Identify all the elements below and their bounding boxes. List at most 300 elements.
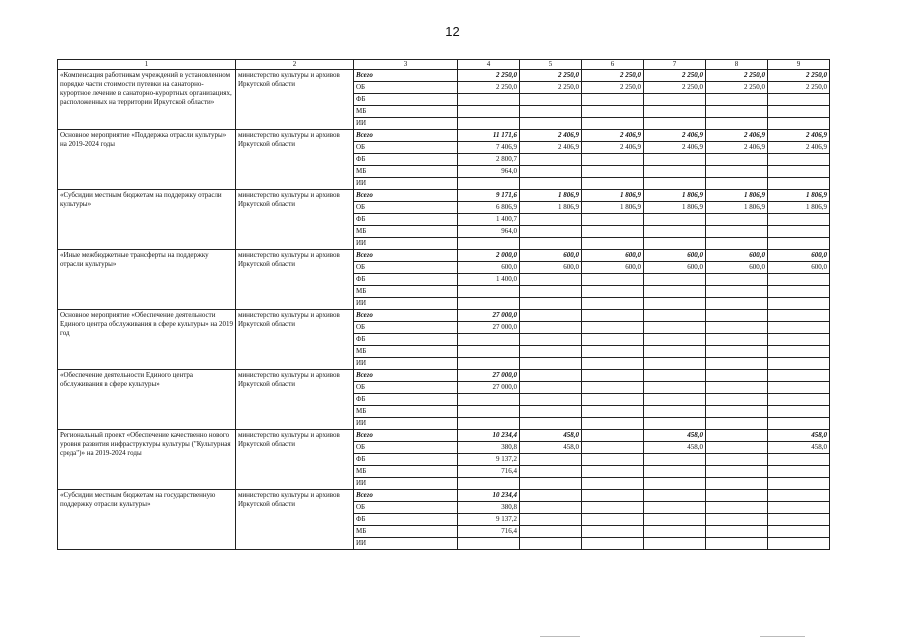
amount-cell bbox=[644, 538, 706, 550]
funding-source: Всего bbox=[354, 190, 458, 202]
amount-cell bbox=[644, 94, 706, 106]
amount-cell bbox=[644, 490, 706, 502]
budget-table bbox=[57, 59, 830, 550]
amount-cell bbox=[768, 538, 830, 550]
amount-cell bbox=[520, 286, 582, 298]
funding-source: МБ bbox=[354, 226, 458, 238]
table-body bbox=[58, 70, 830, 550]
funding-source: ОБ bbox=[354, 262, 458, 274]
funding-source: Всего bbox=[354, 370, 458, 382]
responsible-executor: министерство культуры и архивов Иркутской области bbox=[236, 370, 354, 430]
amount-cell: 2 250,0 bbox=[644, 82, 706, 94]
amount-cell bbox=[706, 454, 768, 466]
funding-source: МБ bbox=[354, 166, 458, 178]
amount-cell bbox=[520, 514, 582, 526]
funding-source: Всего bbox=[354, 70, 458, 82]
amount-cell bbox=[582, 154, 644, 166]
amount-cell: 2 406,9 bbox=[582, 130, 644, 142]
amount-cell bbox=[458, 178, 520, 190]
funding-source: Всего bbox=[354, 490, 458, 502]
amount-cell bbox=[520, 538, 582, 550]
measure-description: «Иные межбюджетные трансферты на поддержку отрасли культуры» bbox=[58, 250, 236, 310]
amount-cell bbox=[706, 298, 768, 310]
amount-cell bbox=[768, 370, 830, 382]
amount-cell: 458,0 bbox=[644, 442, 706, 454]
amount-cell bbox=[644, 334, 706, 346]
amount-cell bbox=[644, 166, 706, 178]
amount-cell bbox=[520, 466, 582, 478]
amount-cell bbox=[768, 94, 830, 106]
amount-cell bbox=[644, 118, 706, 130]
funding-source: ИИ bbox=[354, 178, 458, 190]
funding-source: ОБ bbox=[354, 82, 458, 94]
table-row bbox=[58, 370, 830, 382]
amount-cell bbox=[520, 214, 582, 226]
funding-source: ОБ bbox=[354, 382, 458, 394]
amount-cell bbox=[706, 502, 768, 514]
amount-cell: 458,0 bbox=[768, 430, 830, 442]
amount-cell bbox=[644, 478, 706, 490]
amount-cell bbox=[520, 178, 582, 190]
amount-cell: 2 250,0 bbox=[582, 70, 644, 82]
amount-cell: 1 806,9 bbox=[768, 202, 830, 214]
responsible-executor: министерство культуры и архивов Иркутской области bbox=[236, 70, 354, 130]
amount-cell bbox=[644, 382, 706, 394]
amount-cell bbox=[644, 370, 706, 382]
amount-cell bbox=[582, 94, 644, 106]
amount-cell: 2 250,0 bbox=[520, 70, 582, 82]
amount-cell bbox=[768, 418, 830, 430]
amount-cell bbox=[644, 394, 706, 406]
amount-cell: 380,8 bbox=[458, 442, 520, 454]
amount-cell bbox=[520, 322, 582, 334]
amount-cell: 1 806,9 bbox=[644, 202, 706, 214]
table-row bbox=[58, 190, 830, 202]
amount-cell: 1 806,9 bbox=[582, 190, 644, 202]
amount-cell bbox=[520, 94, 582, 106]
amount-cell bbox=[520, 370, 582, 382]
amount-cell bbox=[706, 394, 768, 406]
amount-cell bbox=[582, 334, 644, 346]
amount-cell: 600,0 bbox=[644, 262, 706, 274]
column-number-8: 8 bbox=[706, 60, 768, 70]
amount-cell: 1 806,9 bbox=[520, 190, 582, 202]
amount-cell bbox=[582, 430, 644, 442]
amount-cell bbox=[582, 442, 644, 454]
funding-source: ИИ bbox=[354, 118, 458, 130]
amount-cell bbox=[644, 238, 706, 250]
amount-cell: 380,8 bbox=[458, 502, 520, 514]
funding-source: ИИ bbox=[354, 478, 458, 490]
amount-cell bbox=[768, 322, 830, 334]
amount-cell bbox=[768, 454, 830, 466]
amount-cell: 458,0 bbox=[644, 430, 706, 442]
amount-cell bbox=[582, 226, 644, 238]
funding-source: ОБ bbox=[354, 202, 458, 214]
funding-source: ОБ bbox=[354, 322, 458, 334]
amount-cell: 600,0 bbox=[520, 262, 582, 274]
amount-cell: 1 806,9 bbox=[644, 190, 706, 202]
amount-cell: 2 406,9 bbox=[706, 142, 768, 154]
amount-cell bbox=[644, 406, 706, 418]
amount-cell: 6 806,9 bbox=[458, 202, 520, 214]
amount-cell: 1 806,9 bbox=[520, 202, 582, 214]
funding-source: МБ bbox=[354, 286, 458, 298]
measure-description: Региональный проект «Обеспечение качественно нового уровня развития инфраструктуры культуры ("Культурная среда")» на 2019-2024 годы bbox=[58, 430, 236, 490]
amount-cell bbox=[458, 238, 520, 250]
amount-cell bbox=[706, 358, 768, 370]
column-number-5: 5 bbox=[520, 60, 582, 70]
amount-cell: 10 234,4 bbox=[458, 430, 520, 442]
amount-cell bbox=[768, 226, 830, 238]
amount-cell bbox=[644, 226, 706, 238]
funding-source: ФБ bbox=[354, 214, 458, 226]
amount-cell: 1 806,9 bbox=[706, 190, 768, 202]
amount-cell bbox=[458, 334, 520, 346]
amount-cell bbox=[520, 358, 582, 370]
amount-cell bbox=[520, 106, 582, 118]
measure-description: «Субсидии местным бюджетам на поддержку отрасли культуры» bbox=[58, 190, 236, 250]
amount-cell bbox=[520, 166, 582, 178]
amount-cell bbox=[582, 346, 644, 358]
amount-cell bbox=[582, 454, 644, 466]
amount-cell bbox=[768, 310, 830, 322]
amount-cell: 2 250,0 bbox=[768, 82, 830, 94]
amount-cell: 2 406,9 bbox=[582, 142, 644, 154]
amount-cell bbox=[582, 418, 644, 430]
measure-description: «Субсидии местным бюджетам на государственную поддержку отрасли культуры» bbox=[58, 490, 236, 550]
amount-cell bbox=[706, 94, 768, 106]
amount-cell bbox=[582, 358, 644, 370]
amount-cell bbox=[582, 310, 644, 322]
amount-cell: 2 000,0 bbox=[458, 250, 520, 262]
funding-source: ИИ bbox=[354, 238, 458, 250]
amount-cell: 11 171,6 bbox=[458, 130, 520, 142]
amount-cell: 2 406,9 bbox=[768, 130, 830, 142]
amount-cell bbox=[582, 538, 644, 550]
amount-cell bbox=[768, 502, 830, 514]
amount-cell bbox=[520, 346, 582, 358]
amount-cell bbox=[768, 154, 830, 166]
funding-source: МБ bbox=[354, 106, 458, 118]
funding-source: ФБ bbox=[354, 154, 458, 166]
amount-cell bbox=[706, 442, 768, 454]
amount-cell bbox=[582, 106, 644, 118]
amount-cell bbox=[644, 358, 706, 370]
amount-cell: 2 250,0 bbox=[644, 70, 706, 82]
amount-cell: 716,4 bbox=[458, 466, 520, 478]
amount-cell: 2 250,0 bbox=[458, 82, 520, 94]
column-number-4: 4 bbox=[458, 60, 520, 70]
amount-cell: 1 806,9 bbox=[582, 202, 644, 214]
column-number-6: 6 bbox=[582, 60, 644, 70]
amount-cell bbox=[768, 526, 830, 538]
amount-cell bbox=[520, 382, 582, 394]
funding-source: ОБ bbox=[354, 442, 458, 454]
funding-source: ФБ bbox=[354, 334, 458, 346]
measure-description: Основное мероприятие «Обеспечение деятельности Единого центра обслуживания в сфере культуры» на 2019 год bbox=[58, 310, 236, 370]
amount-cell bbox=[768, 286, 830, 298]
amount-cell bbox=[520, 526, 582, 538]
amount-cell bbox=[458, 118, 520, 130]
scan-artifact bbox=[760, 636, 805, 637]
amount-cell bbox=[520, 298, 582, 310]
amount-cell bbox=[768, 274, 830, 286]
column-number-9: 9 bbox=[768, 60, 830, 70]
amount-cell: 27 000,0 bbox=[458, 370, 520, 382]
funding-source: Всего bbox=[354, 130, 458, 142]
amount-cell bbox=[520, 118, 582, 130]
funding-source: ФБ bbox=[354, 274, 458, 286]
amount-cell bbox=[582, 238, 644, 250]
amount-cell bbox=[582, 178, 644, 190]
column-number-3: 3 bbox=[354, 60, 458, 70]
amount-cell bbox=[582, 274, 644, 286]
amount-cell bbox=[458, 346, 520, 358]
amount-cell bbox=[520, 490, 582, 502]
funding-source: ОБ bbox=[354, 502, 458, 514]
amount-cell: 2 406,9 bbox=[644, 142, 706, 154]
responsible-executor: министерство культуры и архивов Иркутской области bbox=[236, 310, 354, 370]
amount-cell bbox=[582, 406, 644, 418]
amount-cell: 27 000,0 bbox=[458, 310, 520, 322]
amount-cell: 964,0 bbox=[458, 166, 520, 178]
amount-cell bbox=[768, 382, 830, 394]
amount-cell bbox=[520, 334, 582, 346]
amount-cell bbox=[644, 322, 706, 334]
amount-cell: 600,0 bbox=[706, 250, 768, 262]
amount-cell bbox=[582, 166, 644, 178]
amount-cell bbox=[520, 418, 582, 430]
amount-cell: 458,0 bbox=[520, 442, 582, 454]
column-number-row bbox=[58, 60, 830, 70]
amount-cell bbox=[768, 106, 830, 118]
amount-cell: 600,0 bbox=[644, 250, 706, 262]
amount-cell bbox=[458, 286, 520, 298]
amount-cell bbox=[520, 310, 582, 322]
funding-source: МБ bbox=[354, 526, 458, 538]
amount-cell: 1 400,7 bbox=[458, 214, 520, 226]
table-row bbox=[58, 490, 830, 502]
funding-source: ФБ bbox=[354, 394, 458, 406]
column-number-1: 1 bbox=[58, 60, 236, 70]
amount-cell bbox=[458, 358, 520, 370]
responsible-executor: министерство культуры и архивов Иркутской области bbox=[236, 250, 354, 310]
amount-cell bbox=[644, 178, 706, 190]
amount-cell bbox=[520, 226, 582, 238]
funding-source: ФБ bbox=[354, 454, 458, 466]
amount-cell bbox=[706, 514, 768, 526]
amount-cell bbox=[458, 94, 520, 106]
funding-source: ФБ bbox=[354, 94, 458, 106]
amount-cell bbox=[644, 298, 706, 310]
amount-cell: 2 406,9 bbox=[644, 130, 706, 142]
amount-cell bbox=[706, 178, 768, 190]
amount-cell: 2 250,0 bbox=[706, 70, 768, 82]
amount-cell: 600,0 bbox=[706, 262, 768, 274]
amount-cell bbox=[582, 298, 644, 310]
amount-cell bbox=[768, 406, 830, 418]
responsible-executor: министерство культуры и архивов Иркутской области bbox=[236, 490, 354, 550]
amount-cell: 9 137,2 bbox=[458, 514, 520, 526]
amount-cell bbox=[706, 418, 768, 430]
measure-description: «Компенсация работникам учреждений в установленном порядке части стоимости путевки на санаторно-курортное лечение в санаторно-курортных организациях, расположенных на территории Иркутской области» bbox=[58, 70, 236, 130]
amount-cell: 600,0 bbox=[458, 262, 520, 274]
amount-cell bbox=[706, 154, 768, 166]
amount-cell bbox=[520, 238, 582, 250]
amount-cell bbox=[520, 478, 582, 490]
amount-cell: 600,0 bbox=[582, 262, 644, 274]
table-row bbox=[58, 70, 830, 82]
amount-cell bbox=[644, 346, 706, 358]
amount-cell bbox=[706, 406, 768, 418]
amount-cell bbox=[706, 346, 768, 358]
amount-cell bbox=[768, 238, 830, 250]
funding-source: МБ bbox=[354, 406, 458, 418]
amount-cell bbox=[582, 286, 644, 298]
funding-source: ФБ bbox=[354, 514, 458, 526]
measure-description: Основное мероприятие «Поддержка отрасли культуры» на 2019-2024 годы bbox=[58, 130, 236, 190]
amount-cell bbox=[520, 394, 582, 406]
column-number-2: 2 bbox=[236, 60, 354, 70]
amount-cell bbox=[706, 106, 768, 118]
table-row bbox=[58, 310, 830, 322]
table-row bbox=[58, 250, 830, 262]
amount-cell: 9 137,2 bbox=[458, 454, 520, 466]
amount-cell bbox=[644, 466, 706, 478]
amount-cell bbox=[706, 430, 768, 442]
amount-cell: 716,4 bbox=[458, 526, 520, 538]
amount-cell bbox=[706, 526, 768, 538]
amount-cell bbox=[706, 214, 768, 226]
amount-cell bbox=[644, 214, 706, 226]
amount-cell bbox=[582, 382, 644, 394]
amount-cell: 600,0 bbox=[768, 262, 830, 274]
funding-source: ИИ bbox=[354, 298, 458, 310]
amount-cell bbox=[768, 178, 830, 190]
amount-cell: 9 171,6 bbox=[458, 190, 520, 202]
amount-cell bbox=[768, 334, 830, 346]
amount-cell bbox=[706, 490, 768, 502]
amount-cell bbox=[768, 490, 830, 502]
amount-cell bbox=[768, 514, 830, 526]
funding-source: ИИ bbox=[354, 418, 458, 430]
amount-cell bbox=[706, 322, 768, 334]
amount-cell bbox=[706, 382, 768, 394]
amount-cell: 964,0 bbox=[458, 226, 520, 238]
amount-cell: 7 406,9 bbox=[458, 142, 520, 154]
amount-cell bbox=[582, 478, 644, 490]
amount-cell bbox=[706, 466, 768, 478]
amount-cell bbox=[458, 478, 520, 490]
page-number: 12 bbox=[445, 24, 460, 39]
amount-cell bbox=[458, 538, 520, 550]
amount-cell bbox=[706, 310, 768, 322]
amount-cell: 458,0 bbox=[520, 430, 582, 442]
table-row bbox=[58, 130, 830, 142]
amount-cell bbox=[706, 478, 768, 490]
amount-cell bbox=[582, 514, 644, 526]
amount-cell: 2 250,0 bbox=[458, 70, 520, 82]
amount-cell bbox=[644, 502, 706, 514]
amount-cell: 10 234,4 bbox=[458, 490, 520, 502]
amount-cell bbox=[644, 106, 706, 118]
table-header bbox=[58, 60, 830, 70]
funding-source: МБ bbox=[354, 466, 458, 478]
amount-cell bbox=[582, 118, 644, 130]
amount-cell bbox=[706, 370, 768, 382]
amount-cell bbox=[644, 286, 706, 298]
amount-cell bbox=[458, 406, 520, 418]
amount-cell: 2 250,0 bbox=[582, 82, 644, 94]
amount-cell bbox=[582, 526, 644, 538]
amount-cell: 2 406,9 bbox=[768, 142, 830, 154]
amount-cell bbox=[768, 118, 830, 130]
amount-cell: 600,0 bbox=[582, 250, 644, 262]
amount-cell bbox=[768, 394, 830, 406]
responsible-executor: министерство культуры и архивов Иркутской области bbox=[236, 190, 354, 250]
amount-cell bbox=[520, 502, 582, 514]
amount-cell bbox=[706, 286, 768, 298]
amount-cell bbox=[644, 154, 706, 166]
amount-cell: 458,0 bbox=[768, 442, 830, 454]
amount-cell bbox=[644, 526, 706, 538]
responsible-executor: министерство культуры и архивов Иркутской области bbox=[236, 430, 354, 490]
funding-source: Всего bbox=[354, 310, 458, 322]
amount-cell bbox=[644, 514, 706, 526]
amount-cell bbox=[768, 466, 830, 478]
amount-cell bbox=[706, 226, 768, 238]
table-row bbox=[58, 430, 830, 442]
amount-cell bbox=[768, 478, 830, 490]
amount-cell: 27 000,0 bbox=[458, 382, 520, 394]
funding-source: ИИ bbox=[354, 538, 458, 550]
amount-cell bbox=[644, 274, 706, 286]
amount-cell bbox=[706, 334, 768, 346]
amount-cell bbox=[768, 166, 830, 178]
amount-cell: 2 406,9 bbox=[520, 130, 582, 142]
amount-cell bbox=[768, 358, 830, 370]
amount-cell: 2 800,7 bbox=[458, 154, 520, 166]
amount-cell bbox=[582, 214, 644, 226]
amount-cell bbox=[768, 298, 830, 310]
amount-cell: 2 250,0 bbox=[706, 82, 768, 94]
amount-cell: 600,0 bbox=[520, 250, 582, 262]
amount-cell bbox=[520, 406, 582, 418]
amount-cell: 27 000,0 bbox=[458, 322, 520, 334]
amount-cell bbox=[706, 538, 768, 550]
amount-cell bbox=[458, 298, 520, 310]
column-number-7: 7 bbox=[644, 60, 706, 70]
funding-source: ИИ bbox=[354, 358, 458, 370]
funding-source: Всего bbox=[354, 430, 458, 442]
scan-artifact bbox=[540, 636, 580, 637]
amount-cell bbox=[458, 418, 520, 430]
amount-cell: 2 250,0 bbox=[520, 82, 582, 94]
amount-cell bbox=[706, 118, 768, 130]
amount-cell bbox=[706, 238, 768, 250]
amount-cell bbox=[458, 106, 520, 118]
amount-cell bbox=[706, 274, 768, 286]
amount-cell bbox=[458, 394, 520, 406]
amount-cell bbox=[644, 418, 706, 430]
responsible-executor: министерство культуры и архивов Иркутской области bbox=[236, 130, 354, 190]
amount-cell bbox=[644, 454, 706, 466]
amount-cell: 1 400,0 bbox=[458, 274, 520, 286]
amount-cell bbox=[520, 274, 582, 286]
amount-cell bbox=[520, 454, 582, 466]
funding-source: МБ bbox=[354, 346, 458, 358]
